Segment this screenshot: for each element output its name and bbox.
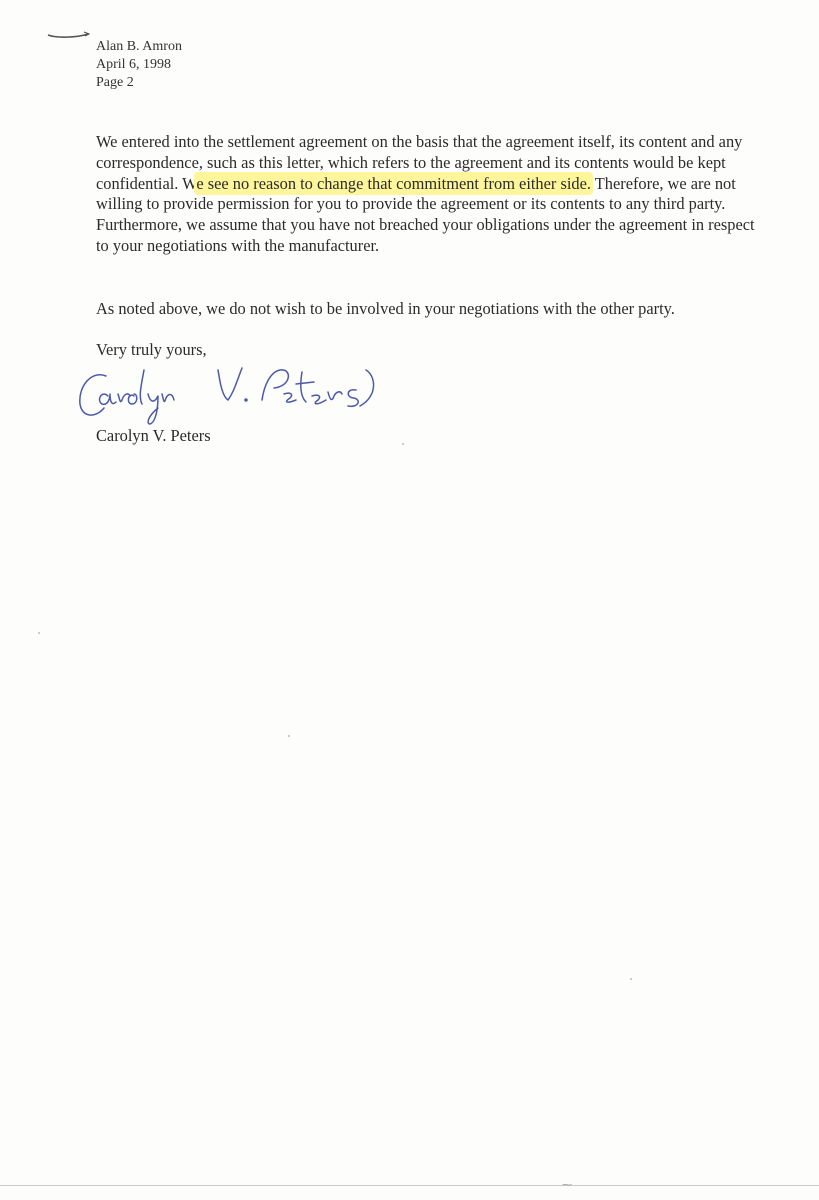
- page-number: Page 2: [96, 75, 134, 90]
- bottom-edge-line: [0, 1185, 819, 1186]
- letter-date: April 6, 1998: [96, 57, 172, 72]
- letter-header: [96, 38, 182, 92]
- paragraph-text-start: We entered into the settlement agreement on the basis that the agreement itself, its content and any correspondence, such as this letter, which refers to the agreement and its contents would be kept confidential. W: [96, 132, 743, 193]
- recipient-name: Alan B. Amron: [96, 39, 182, 54]
- paragraph-text-end: Therefore, we are not willing to provide permission for you to provide the agreement or its contents to any third party. Furthermore, we assume that you have not breached your obligations under the agreement in respect to your negotiations with the manufacturer.: [96, 173, 755, 255]
- highlighted-text: e see no reason to change that commitment from either side.: [196, 173, 591, 193]
- closing-salutation: Very truly yours,: [96, 340, 207, 359]
- scan-speck: [402, 443, 404, 445]
- handwritten-signature: [70, 356, 400, 428]
- paragraph-confidentiality: [96, 132, 756, 257]
- paragraph-negotiations: As noted above, we do not wish to be involved in your negotiations with the other party.: [96, 299, 675, 318]
- bottom-scan-mark: ⁓: [562, 1180, 572, 1191]
- signer-name: Carolyn V. Peters: [96, 426, 211, 445]
- staple-mark: [46, 29, 90, 39]
- scan-speck: [630, 978, 632, 980]
- scan-speck: [288, 735, 290, 737]
- scan-speck: [38, 632, 40, 634]
